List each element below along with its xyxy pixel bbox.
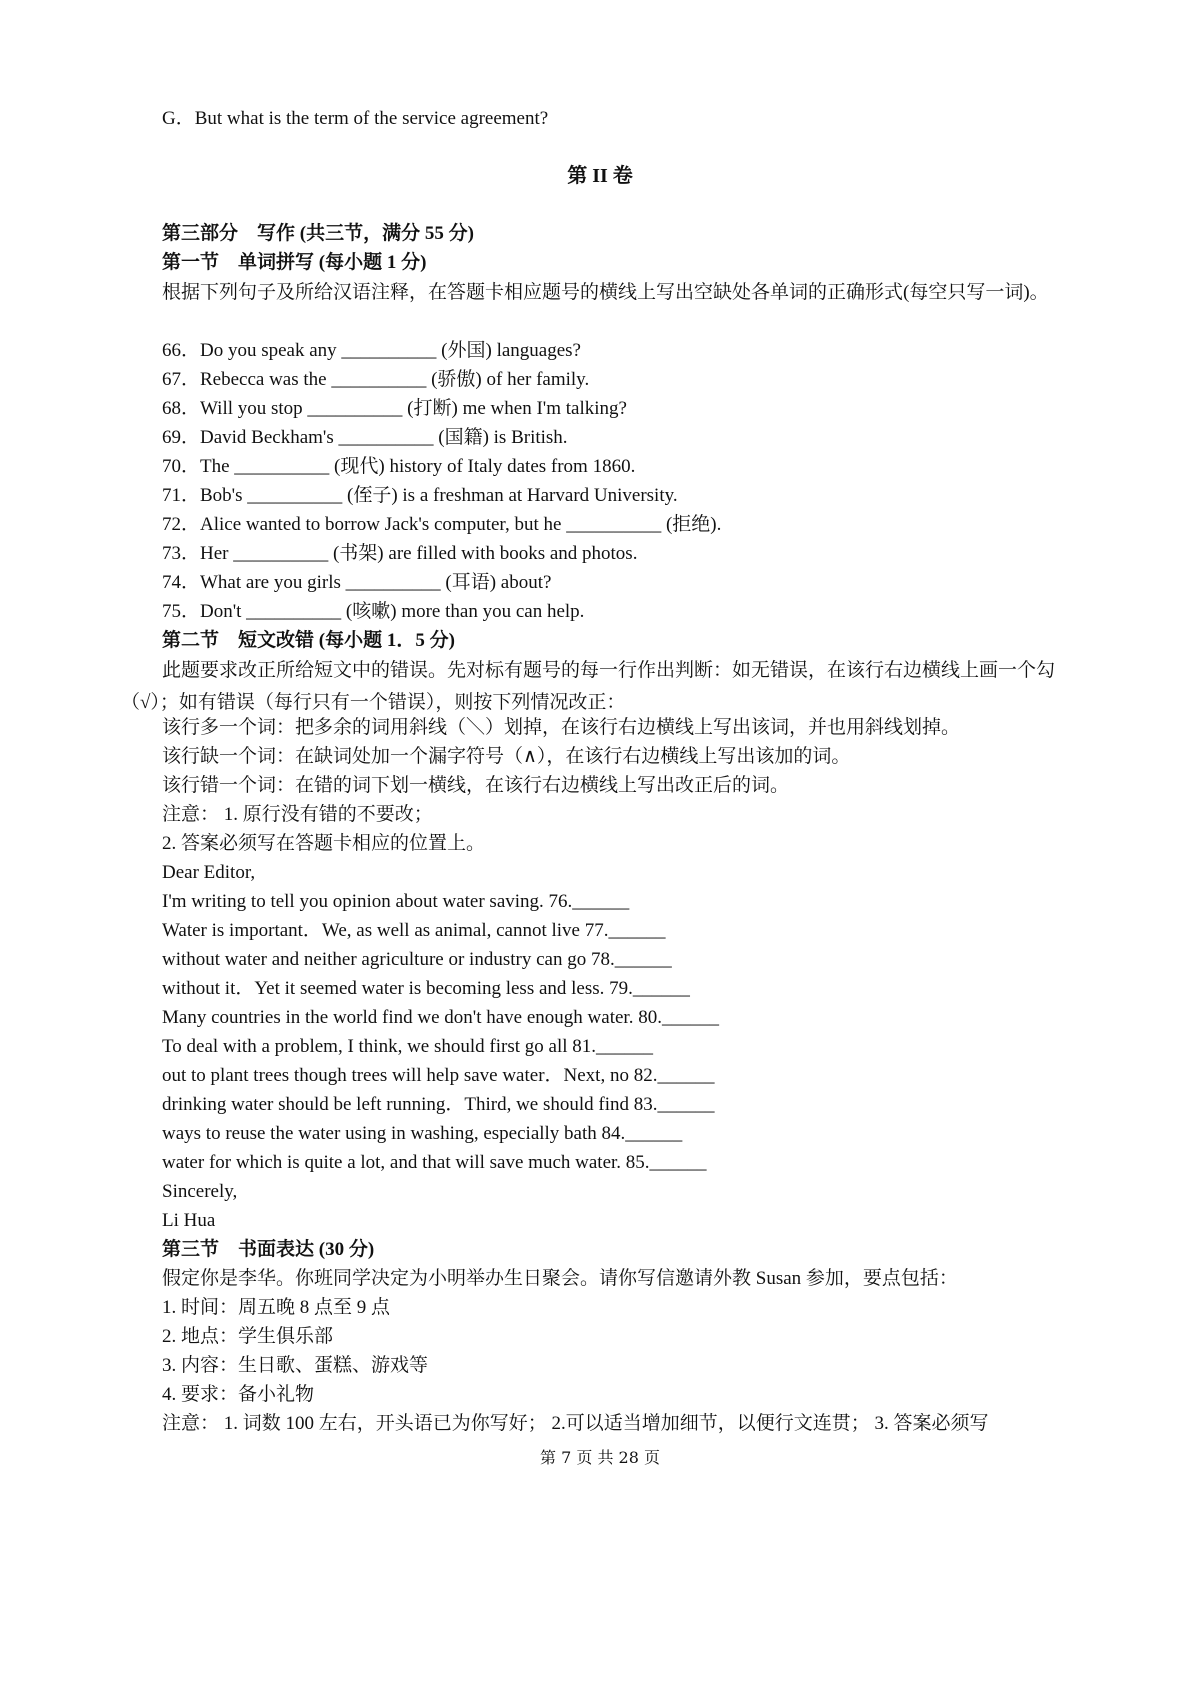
part3-heading: 第三部分 写作 (共三节，满分 55 分) <box>162 223 474 244</box>
writing-prompt: 假定你是李华。你班同学决定为小明举办生日聚会。请你写信邀请外教 Susan 参加，要点包括： <box>162 1268 958 1289</box>
spelling-item-71: 71．Bob's __________ (侄子) is a freshman at Harvard University. <box>162 485 678 506</box>
sec2-instruction: 此题要求改正所给短文中的错误。先对标有题号的每一行作出判断：如无错误，在该行右边横线上画一个勾（√）；如有错误（每行只有一个错误），则按下列情况改正： <box>121 660 1056 713</box>
sec1-heading: 第一节 单词拼写 (每小题 1 分) <box>162 252 427 273</box>
volume-title: 第 II 卷 <box>567 165 633 187</box>
note-2: 2. 答案必须写在答题卡相应的位置上。 <box>162 833 486 854</box>
letter-line-78: without water and neither agriculture or industry can go 78.______ <box>162 949 672 970</box>
spelling-item-70: 70．The __________ (现代) history of Italy dates from 1860. <box>162 456 636 477</box>
point-time: 1. 时间：周五晚 8 点至 9 点 <box>162 1297 391 1318</box>
letter-line-76: I'm writing to tell you opinion about water saving. 76.______ <box>162 891 630 912</box>
letter-greeting: Dear Editor, <box>162 862 256 883</box>
letter-line-77: Water is important．We, as well as animal, cannot live 77.______ <box>162 920 666 941</box>
letter-line-84: ways to reuse the water using in washing, especially bath 84.______ <box>162 1123 683 1144</box>
letter-line-82: out to plant trees though trees will help save water．Next, no 82.______ <box>162 1065 715 1086</box>
spelling-item-67: 67．Rebecca was the __________ (骄傲) of her family. <box>162 369 590 390</box>
spelling-item-74: 74．What are you girls __________ (耳语) about? <box>162 572 552 593</box>
letter-line-83: drinking water should be left running．Third, we should find 83.______ <box>162 1094 715 1115</box>
spelling-item-75: 75．Don't __________ (咳嗽) more than you can help. <box>162 601 585 622</box>
letter-signature: Li Hua <box>162 1210 216 1231</box>
letter-line-80: Many countries in the world find we don't have enough water. 80.______ <box>162 1007 719 1028</box>
rule-wrong-word: 该行错一个词：在错的词下划一横线，在该行右边横线上写出改正后的词。 <box>162 775 790 796</box>
rule-extra-word: 该行多一个词：把多余的词用斜线（＼）划掉，在该行右边横线上写出该词，并也用斜线划掉。 <box>162 717 961 738</box>
letter-line-85: water for which is quite a lot, and that will save much water. 85.______ <box>162 1152 707 1173</box>
letter-line-81: To deal with a problem, I think, we should first go all 81.______ <box>162 1036 654 1057</box>
writing-note: 注意： 1. 词数 100 左右，开头语已为你写好； 2.可以适当增加细节，以便行文连贯； 3. 答案必须写 <box>162 1413 989 1434</box>
sec1-instruction: 根据下列句子及所给汉语注释，在答题卡相应题号的横线上写出空缺处各单词的正确形式(每空只写一词)。 <box>162 282 1049 303</box>
spelling-item-72: 72．Alice wanted to borrow Jack's computer, but he __________ (拒绝). <box>162 514 722 535</box>
point-requirement: 4. 要求：备小礼物 <box>162 1384 315 1405</box>
spelling-item-73: 73．Her __________ (书架) are filled with books and photos. <box>162 543 638 564</box>
sec3-heading: 第三节 书面表达 (30 分) <box>162 1239 375 1260</box>
point-place: 2. 地点：学生俱乐部 <box>162 1326 334 1347</box>
rule-missing-word: 该行缺一个词：在缺词处加一个漏字符号（∧），在该行右边横线上写出该加的词。 <box>162 746 851 767</box>
option-g: G．But what is the term of the service agreement? <box>162 108 549 129</box>
letter-closing: Sincerely, <box>162 1181 238 1202</box>
sec2-heading: 第二节 短文改错 (每小题 1．5 分) <box>162 630 455 651</box>
spelling-item-66: 66．Do you speak any __________ (外国) languages? <box>162 340 581 361</box>
spelling-item-69: 69．David Beckham's __________ (国籍) is British. <box>162 427 568 448</box>
note-1: 注意： 1. 原行没有错的不要改； <box>162 804 433 825</box>
page-footer: 第 7 页 共 28 页 <box>540 1448 660 1467</box>
spelling-item-68: 68．Will you stop __________ (打断) me when I'm talking? <box>162 398 627 419</box>
letter-line-79: without it．Yet it seemed water is becoming less and less. 79.______ <box>162 978 690 999</box>
point-content: 3. 内容：生日歌、蛋糕、游戏等 <box>162 1355 429 1376</box>
